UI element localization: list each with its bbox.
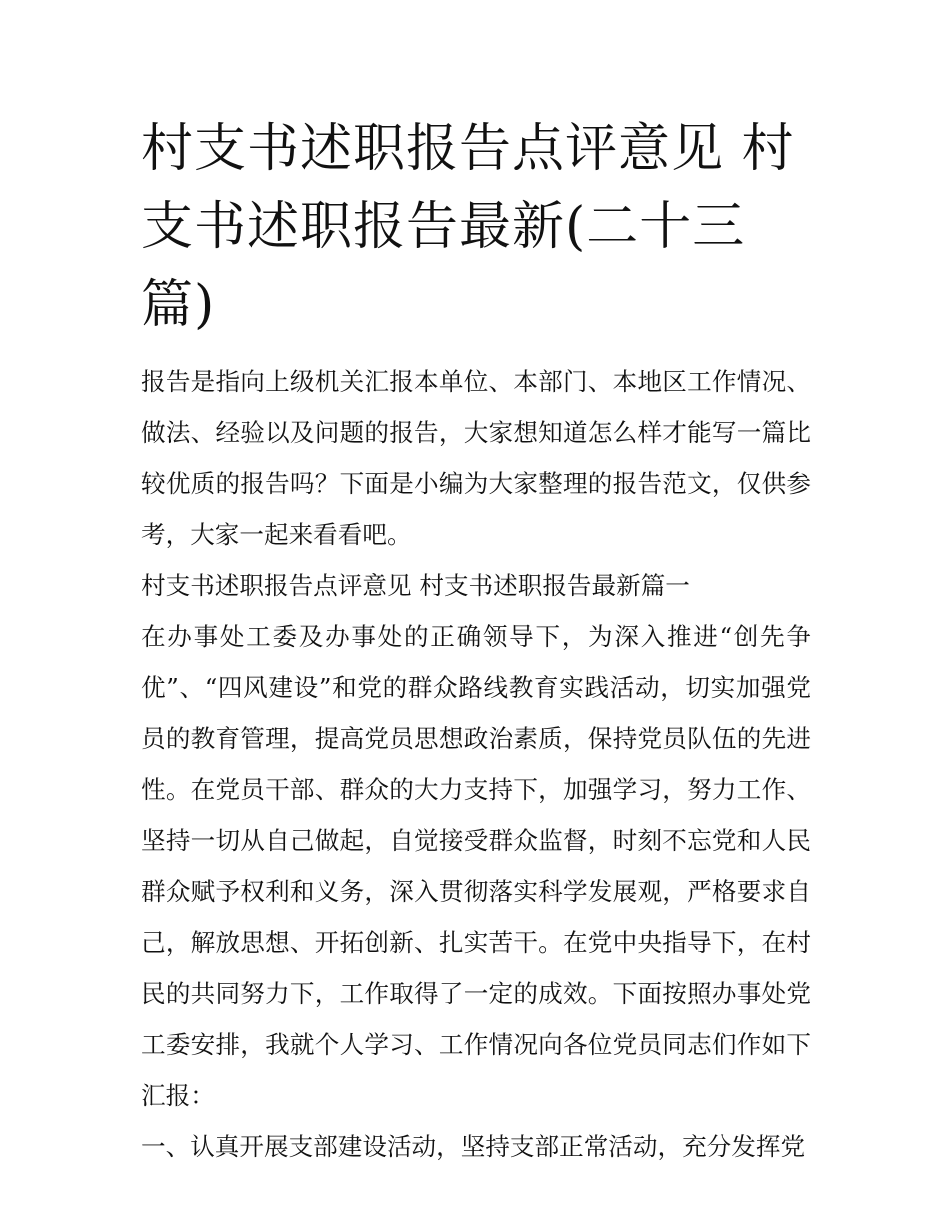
body-paragraph: 在办事处工委及办事处的正确领导下，为深入推进“创先争优”、“四风建设”和党的群众路线教育实践活动，切实加强党员的教育管理，提高党员思想政治素质，保持党员队伍的先进性。在党员干部、群众的大力支持下，加强学习，努力工作、坚持一切从自己做起，自觉接受群众监督，时刻不忘党和人民群众赋予权利和义务，深入贯彻落实科学发展观，严格要求自己，解放思想、开拓创新、扎实苦干。在党中央指导下，在村民的共同努力下，工作取得了一定的成效。下面按照办事处党工委安排，我就个人学习、工作情况向各位党员同志们作如下汇报： — [141, 622, 811, 1110]
intro-paragraph: 报告是指向上级机关汇报本单位、本部门、本地区工作情况、做法、经验以及问题的报告，大家想知道怎么样才能写一篇比较优质的报告吗？下面是小编为大家整理的报告范文，仅供参考，大家一起来看看吧。 — [141, 367, 811, 549]
document-page — [141, 110, 811, 1172]
section-heading: 村支书述职报告点评意见 村支书述职报告最新篇一 — [141, 571, 690, 600]
list-item-paragraph: 一、认真开展支部建设活动，坚持支部正常活动，充分发挥党 — [141, 1132, 806, 1161]
document-body — [141, 356, 811, 1172]
document-title: 村支书述职报告点评意见 村支书述职报告最新(二十三篇) — [141, 119, 795, 335]
